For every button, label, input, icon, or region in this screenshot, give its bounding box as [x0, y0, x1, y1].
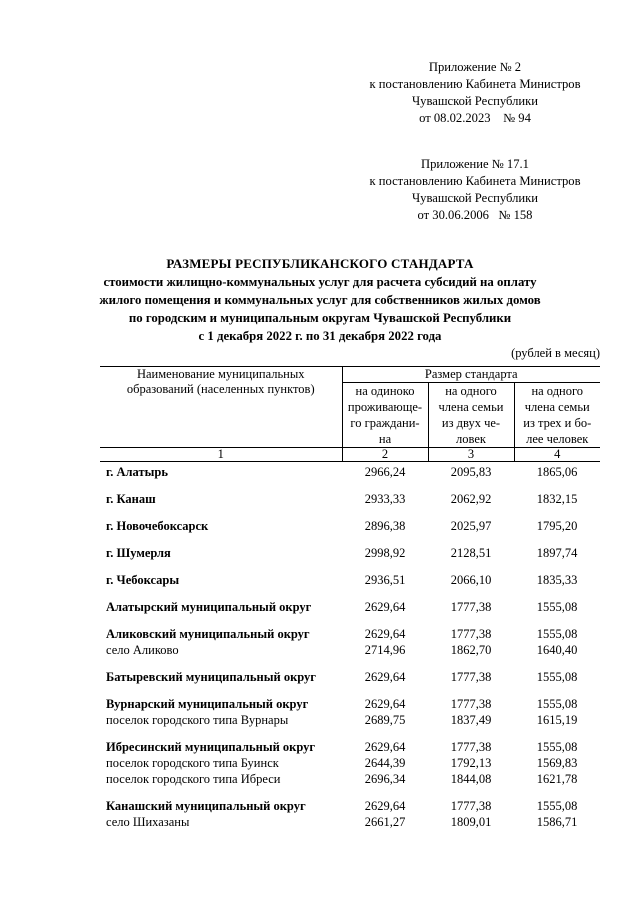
row-spacer	[100, 685, 600, 696]
row-spacer	[100, 561, 600, 572]
municipality-name: г. Алатырь	[106, 465, 168, 479]
value-two-person: 1809,01	[450, 815, 492, 829]
table-row	[100, 491, 600, 507]
municipality-name: поселок городского типа Вурнары	[106, 713, 289, 727]
header-line: на	[378, 432, 392, 446]
value-two-person: 1792,13	[450, 756, 492, 770]
appendix-republic: Чувашской Республики	[412, 191, 538, 205]
value-three-person: 1569,83	[536, 756, 578, 770]
header-single-citizen	[342, 383, 428, 448]
value-single: 2644,39	[364, 756, 406, 770]
value-two-person: 1777,38	[450, 740, 492, 754]
value-three-person: 1555,08	[536, 627, 578, 641]
table-row	[100, 518, 600, 534]
table-row	[100, 798, 600, 814]
standards-table	[100, 366, 600, 830]
value-single: 2936,51	[364, 573, 406, 587]
header-name-line: образований (населенных пунктов)	[126, 382, 315, 396]
value-three-person: 1555,08	[536, 600, 578, 614]
header-line: лее человек	[526, 432, 589, 446]
header-standard-size: Размер стандарта	[342, 367, 600, 383]
value-single: 2629,64	[364, 627, 406, 641]
value-three-person: 1835,33	[536, 573, 578, 587]
header-name	[100, 367, 342, 448]
appendix-date-number: от 30.06.2006 № 158	[417, 208, 533, 222]
municipality-name: поселок городского типа Ибреси	[106, 772, 281, 786]
value-three-person: 1865,06	[536, 465, 578, 479]
row-spacer	[100, 480, 600, 491]
table-row	[100, 572, 600, 588]
value-three-person: 1621,78	[536, 772, 578, 786]
value-single: 2896,38	[364, 519, 406, 533]
value-single: 2629,64	[364, 740, 406, 754]
header-family-of-two	[428, 383, 514, 448]
table-row	[100, 696, 600, 712]
value-two-person: 1862,70	[450, 643, 492, 657]
value-single: 2689,75	[364, 713, 406, 727]
title-main: РАЗМЕРЫ РЕСПУБЛИКАНСКОГО СТАНДАРТА	[166, 256, 474, 271]
header-line: на одного	[531, 384, 584, 398]
appendix-date-number: от 08.02.2023 № 94	[419, 111, 531, 125]
municipality-name: г. Новочебоксарск	[106, 519, 209, 533]
table-row	[100, 545, 600, 561]
value-single: 2629,64	[364, 799, 406, 813]
appendix-2-header	[350, 59, 600, 127]
value-single: 2661,27	[364, 815, 406, 829]
municipality-name: Батыревский муниципальный округ	[106, 670, 316, 684]
column-number: 2	[342, 448, 428, 462]
table-row	[100, 814, 600, 830]
document-title	[80, 255, 560, 345]
value-two-person: 2066,10	[450, 573, 492, 587]
municipality-name: село Шихазаны	[106, 815, 190, 829]
value-three-person: 1555,08	[536, 670, 578, 684]
header-line: проживающе-	[347, 400, 423, 414]
value-three-person: 1795,20	[536, 519, 578, 533]
table-row	[100, 642, 600, 658]
municipality-name: Ибресинский муниципальный округ	[106, 740, 316, 754]
table-row	[100, 712, 600, 728]
value-two-person: 2062,92	[450, 492, 492, 506]
row-spacer	[100, 615, 600, 626]
row-spacer	[100, 507, 600, 518]
value-two-person: 2095,83	[450, 465, 492, 479]
municipality-name: г. Шумерля	[106, 546, 171, 560]
value-three-person: 1897,74	[536, 546, 578, 560]
value-two-person: 1777,38	[450, 670, 492, 684]
value-single: 2998,92	[364, 546, 406, 560]
value-single: 2714,96	[364, 643, 406, 657]
header-line: ловек	[456, 432, 486, 446]
header-line: из двух че-	[441, 416, 501, 430]
value-single: 2629,64	[364, 600, 406, 614]
value-three-person: 1555,08	[536, 799, 578, 813]
value-two-person: 2128,51	[450, 546, 492, 560]
header-line: го граждани-	[350, 416, 420, 430]
municipality-name: Алатырский муниципальный округ	[106, 600, 312, 614]
appendix-17-1-header	[350, 156, 600, 224]
value-single: 2966,24	[364, 465, 406, 479]
header-line: на одиноко	[355, 384, 415, 398]
municipality-name: г. Канаш	[106, 492, 156, 506]
value-three-person: 1586,71	[536, 815, 578, 829]
value-three-person: 1615,19	[536, 713, 578, 727]
row-spacer	[100, 787, 600, 798]
appendix-resolution: к постановлению Кабинета Министров	[369, 174, 581, 188]
value-two-person: 1777,38	[450, 627, 492, 641]
table-row	[100, 462, 600, 481]
value-three-person: 1555,08	[536, 740, 578, 754]
value-two-person: 1844,08	[450, 772, 492, 786]
title-line: стоимости жилищно-коммунальных услуг для расчета субсидий на оплату	[103, 275, 537, 289]
value-three-person: 1832,15	[536, 492, 578, 506]
value-two-person: 1777,38	[450, 697, 492, 711]
appendix-number: Приложение № 2	[428, 60, 522, 74]
table-row	[100, 626, 600, 642]
column-number: 3	[428, 448, 514, 462]
header-name-line: Наименование муниципальных	[136, 367, 305, 381]
value-two-person: 1777,38	[450, 799, 492, 813]
value-two-person: 1837,49	[450, 713, 492, 727]
appendix-republic: Чувашской Республики	[412, 94, 538, 108]
value-three-person: 1640,40	[536, 643, 578, 657]
table-row	[100, 739, 600, 755]
value-three-person: 1555,08	[536, 697, 578, 711]
table-row	[100, 599, 600, 615]
header-family-of-three	[514, 383, 600, 448]
municipality-name: Аликовский муниципальный округ	[106, 627, 310, 641]
header-line: члена семьи	[438, 400, 504, 414]
title-period: с 1 декабря 2022 г. по 31 декабря 2022 года	[198, 329, 442, 343]
row-spacer	[100, 658, 600, 669]
appendix-number: Приложение № 17.1	[421, 157, 529, 171]
units-note: (рублей в месяц)	[511, 346, 600, 360]
title-line: по городским и муниципальным округам Чувашской Республики	[128, 311, 512, 325]
row-spacer	[100, 534, 600, 545]
table-body	[100, 462, 600, 831]
header-line: члена семьи	[524, 400, 590, 414]
table-row	[100, 755, 600, 771]
municipality-name: Вурнарский муниципальный округ	[106, 697, 309, 711]
table-row	[100, 669, 600, 685]
header-line: на одного	[445, 384, 497, 398]
row-spacer	[100, 728, 600, 739]
table-row	[100, 771, 600, 787]
municipality-name: Канашский муниципальный округ	[106, 799, 306, 813]
municipality-name: г. Чебоксары	[106, 573, 180, 587]
value-single: 2696,34	[364, 772, 406, 786]
value-single: 2933,33	[364, 492, 406, 506]
value-two-person: 1777,38	[450, 600, 492, 614]
value-single: 2629,64	[364, 697, 406, 711]
municipality-name: село Аликово	[106, 643, 179, 657]
appendix-resolution: к постановлению Кабинета Министров	[369, 77, 581, 91]
value-two-person: 2025,97	[450, 519, 492, 533]
column-number: 1	[100, 448, 342, 462]
title-line: жилого помещения и коммунальных услуг для собственников жилых домов	[99, 293, 541, 307]
municipality-name: поселок городского типа Буинск	[106, 756, 279, 770]
header-line: из трех и бо-	[523, 416, 592, 430]
value-single: 2629,64	[364, 670, 406, 684]
row-spacer	[100, 588, 600, 599]
column-number: 4	[514, 448, 600, 462]
